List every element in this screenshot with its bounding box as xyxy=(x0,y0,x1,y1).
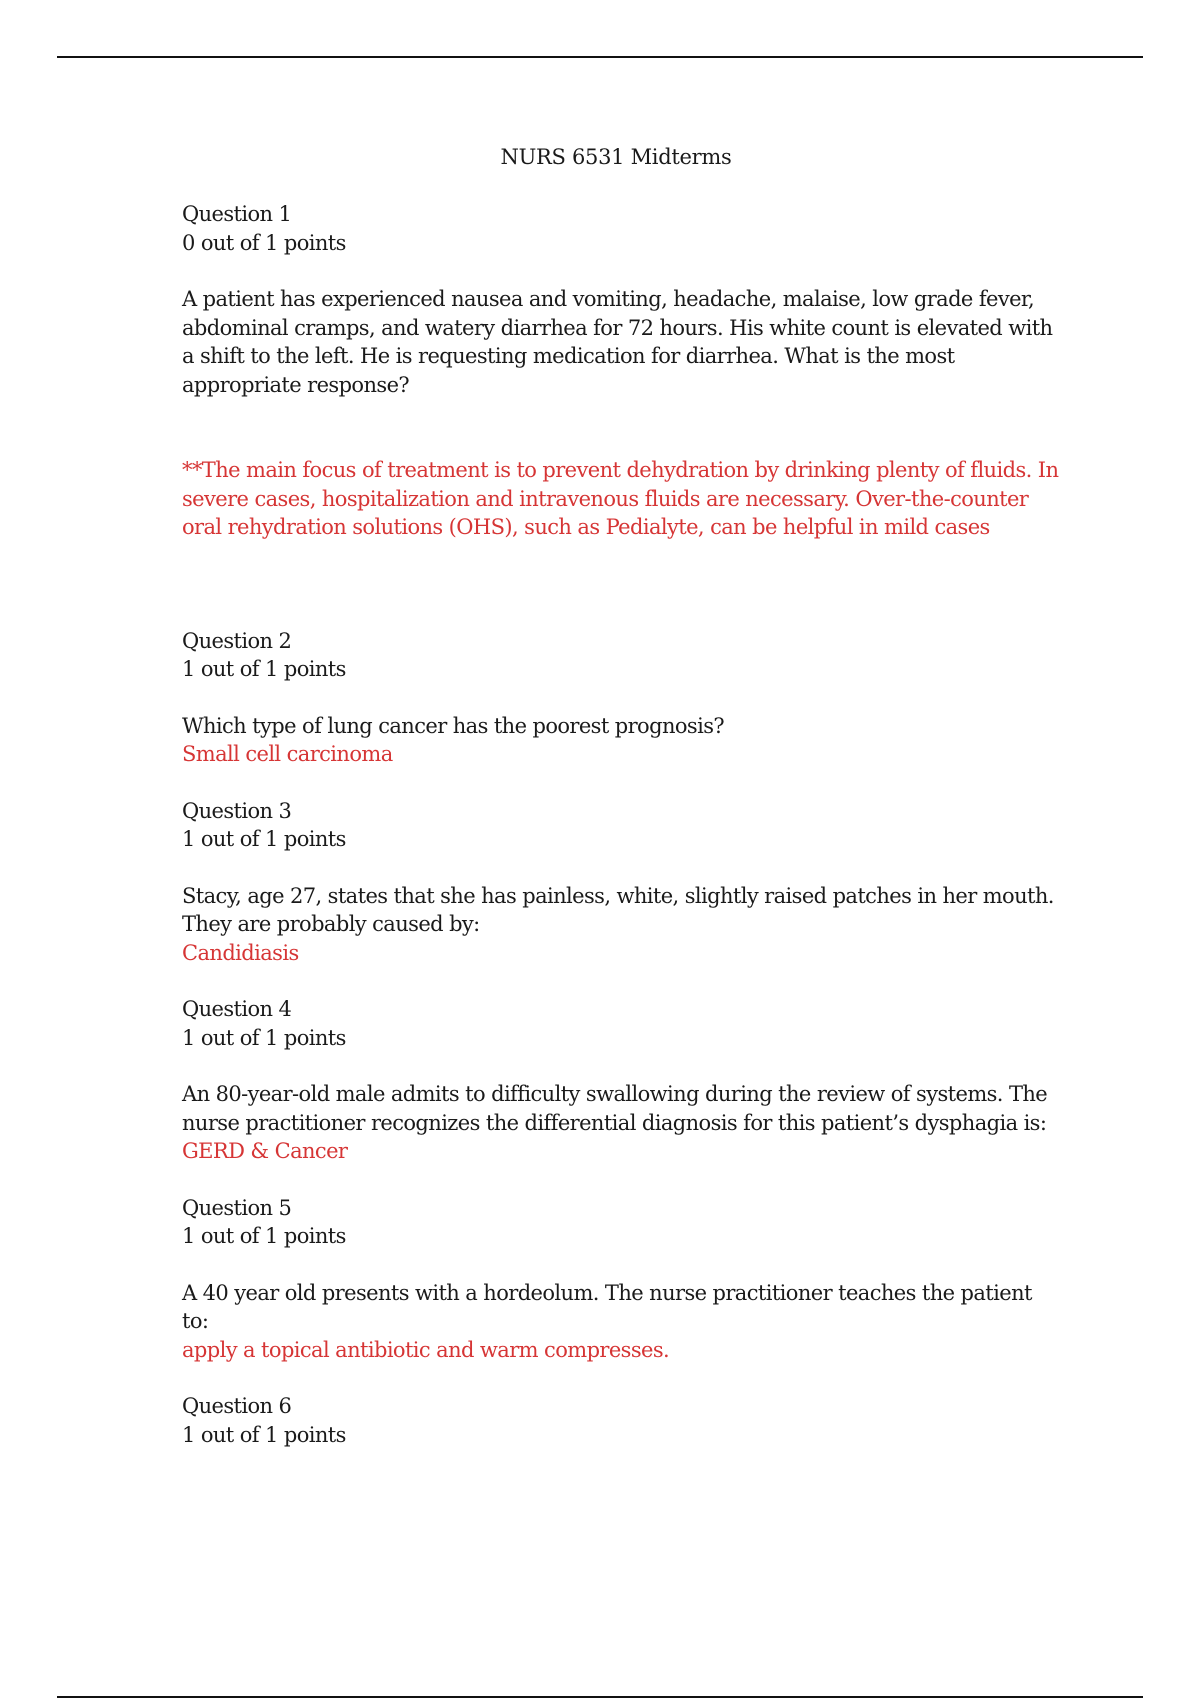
question-answer: Candidiasis xyxy=(182,940,299,965)
question-text: Which type of lung cancer has the poorest prognosis? xyxy=(182,713,725,738)
question-1 xyxy=(182,200,1062,542)
question-heading: Question 3 xyxy=(182,798,292,823)
question-heading: Question 4 xyxy=(182,997,292,1021)
question-text: An 80-year-old male admits to difficulty swallowing during the review of systems. The nurse practitioner recognizes the differential diagnosis for this patient’s dysphagia is: xyxy=(182,1082,1048,1135)
question-6 xyxy=(182,1392,1062,1449)
question-points: 1 out of 1 points xyxy=(182,827,346,851)
question-text: Stacy, age 27, states that she has painless, white, slightly raised patches in her mouth. They are probably caused by: xyxy=(182,883,1054,936)
header-rule xyxy=(57,56,1143,58)
question-points: 1 out of 1 points xyxy=(182,1224,346,1248)
question-answer: apply a topical antibiotic and warm compresses. xyxy=(182,1337,670,1362)
question-points: 1 out of 1 points xyxy=(182,657,346,681)
question-answer: Small cell carcinoma xyxy=(182,742,393,766)
question-points: 1 out of 1 points xyxy=(182,1422,346,1447)
document-body xyxy=(182,200,1062,1449)
question-answer: **The main focus of treatment is to prevent dehydration by drinking plenty of fluids. In severe cases, hospitalization and intravenous fluids are necessary. Over-the-counter oral rehydration solutions (OHS), such as Pedialyte, can be helpful in mild cases xyxy=(182,458,1059,539)
question-heading: Question 1 xyxy=(182,202,292,226)
question-answer: GERD & Cancer xyxy=(182,1139,348,1163)
question-heading: Question 6 xyxy=(182,1394,292,1418)
question-heading: Question 5 xyxy=(182,1195,292,1220)
question-4 xyxy=(182,995,1062,1166)
question-points: 0 out of 1 points xyxy=(182,230,346,255)
question-text: A 40 year old presents with a hordeolum. The nurse practitioner teaches the patient to: xyxy=(182,1280,1032,1333)
question-text: A patient has experienced nausea and vomiting, headache, malaise, low grade fever, abdominal cramps, and watery diarrhea for 72 hours. His white count is elevated with a shift to the left. He is requesting medication for diarrhea. What is the most appropriate response? xyxy=(182,287,1053,397)
question-5 xyxy=(182,1194,1062,1365)
question-3 xyxy=(182,797,1062,968)
question-2 xyxy=(182,627,1062,769)
question-points: 1 out of 1 points xyxy=(182,1025,346,1050)
page-title: NURS 6531 Midterms xyxy=(500,145,732,169)
footer-rule xyxy=(57,1696,1143,1698)
question-heading: Question 2 xyxy=(182,628,292,653)
